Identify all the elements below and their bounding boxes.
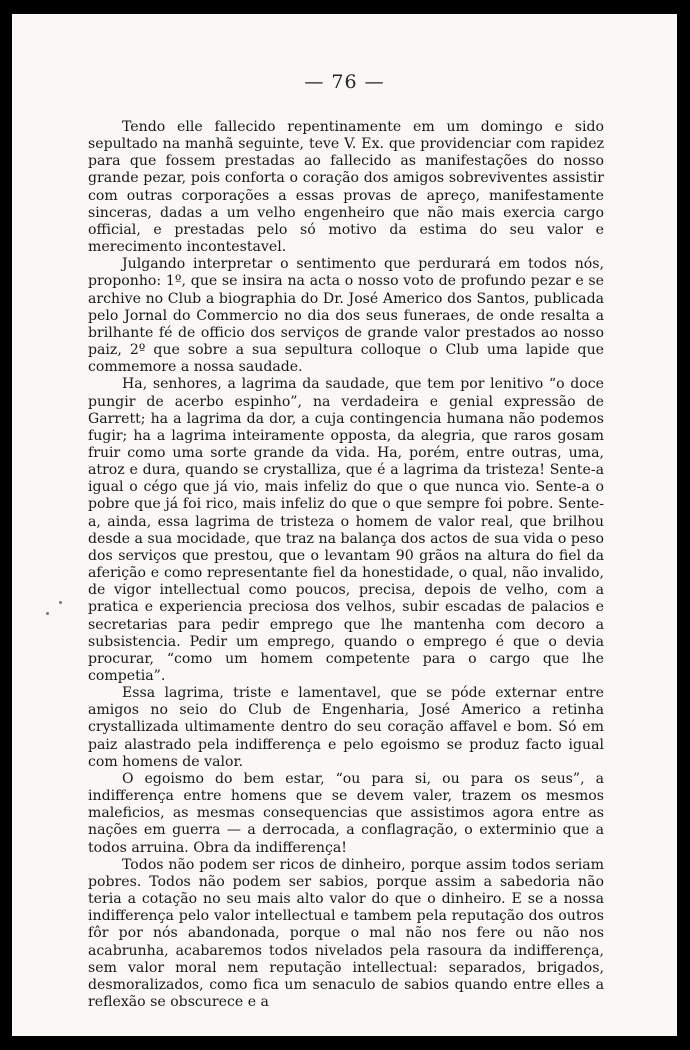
paragraph: Todos não podem ser ricos de dinheiro, porque assim todos seriam pobres. Todos não podem ser sabios, porque assim a sabedoria não teria a cotação no seu mais alto valor do que o dinheiro. E se a nossa indifferença pelo valor intellectual e tambem pela reputação dos outros fôr por nós abandonada, porque o mal não nos fere ou não nos acabrunha, acabaremos todos nivelados pela rasoura da indifferença, sem valor moral nem reputação intellectual: separados, brigados, desmoralizados, como fica um senaculo de sabios quando entre elles a reflexão se obscurece e a (88, 856, 604, 1010)
paragraph: Tendo elle fallecido repentinamente em um domingo e sido sepultado na manhã seguinte, teve V. Ex. que providenciar com rapidez para que fossem prestadas ao fallecido as manifestações do nosso grande pezar, pois conforta o coração dos amigos sobreviventes assistir com outras corporações a essas provas de apreço, manifestamente sinceras, dadas a um velho engenheiro que não mais exercia cargo official, e prestadas pelo só motivo da estima do seu valor e merecimento incontestavel. (88, 119, 604, 256)
book-page (12, 14, 677, 1036)
body-text (88, 119, 604, 1011)
paragraph: Ha, senhores, a lagrima da saudade, que tem por lenitivo “o doce pungir de acerbo espinho”, na verdadeira e genial expressão de Garrett; ha a lagrima da dor, a cuja contingencia humana não podemos fugir; ha a lagrima inteiramente opposta, da alegria, que raros gosam fruir como uma sorte grande da vida. Ha, porém, entre outras, uma, atroz e dura, quando se crystalliza, que é a lagrima da tristeza! Sente-a igual o cégo que já vio, mais infeliz do que o que nunca vio. Sente-a o pobre que já foi rico, mais infeliz do que o que sempre foi pobre. Sente-a, ainda, essa lagrima de tristeza o homem de valor real, que brilhou desde a sua mocidade, que traz na balança dos actos de sua vida o peso dos serviços que prestou, que o levantam 90 grãos na altura do fiel da aferição e como representante fiel da honestidade, o qual, não invalido, de vigor intellectual como poucos, precisa, depois de velho, com a pratica e experiencia preciosa dos velhos, subir escadas de palacios e secretarias para pedir emprego que lhe mantenha com decoro a subsistencia. Pedir um emprego, quando o emprego é que o devia procurar, “como um homem competente para o cargo que lhe competia”. (88, 376, 604, 684)
page-number: — 76 — (304, 71, 385, 93)
paragraph: O egoismo do bem estar, “ou para si, ou para os seus”, a indifferença entre homens que se devem valer, trazem os mesmos maleficios, as mesmas consequencias que assistimos agora entre as nações em guerra — a derrocada, a conflagração, o exterminio que a todos arruina. Obra da indifferença! (88, 770, 604, 856)
paragraph: Essa lagrima, triste e lamentavel, que se póde externar entre amigos no seio do Club de Engenharia, José Americo a retinha crystallizada ultimamente dentro do seu coração affavel e bom. Só em paiz alastrado pela indifferença e pelo egoismo se produz facto igual com homens de valor. (88, 685, 604, 770)
paragraph: Julgando interpretar o sentimento que perdurará em todos nós, proponho: 1º, que se insira na acta o nosso voto de profundo pezar e se archive no Club a biographia do Dr. José Americo dos Santos, publicada pelo Jornal do Commercio no dia dos seus funeraes, de onde resalta a brilhante fé de officio dos serviços de grande valor prestados ao nosso paiz, 2º que sobre a sua sepultura colloque o Club uma lapide que commemore a nossa saudade. (88, 256, 604, 376)
scan-speck (59, 601, 62, 604)
scan-speck (46, 612, 49, 615)
